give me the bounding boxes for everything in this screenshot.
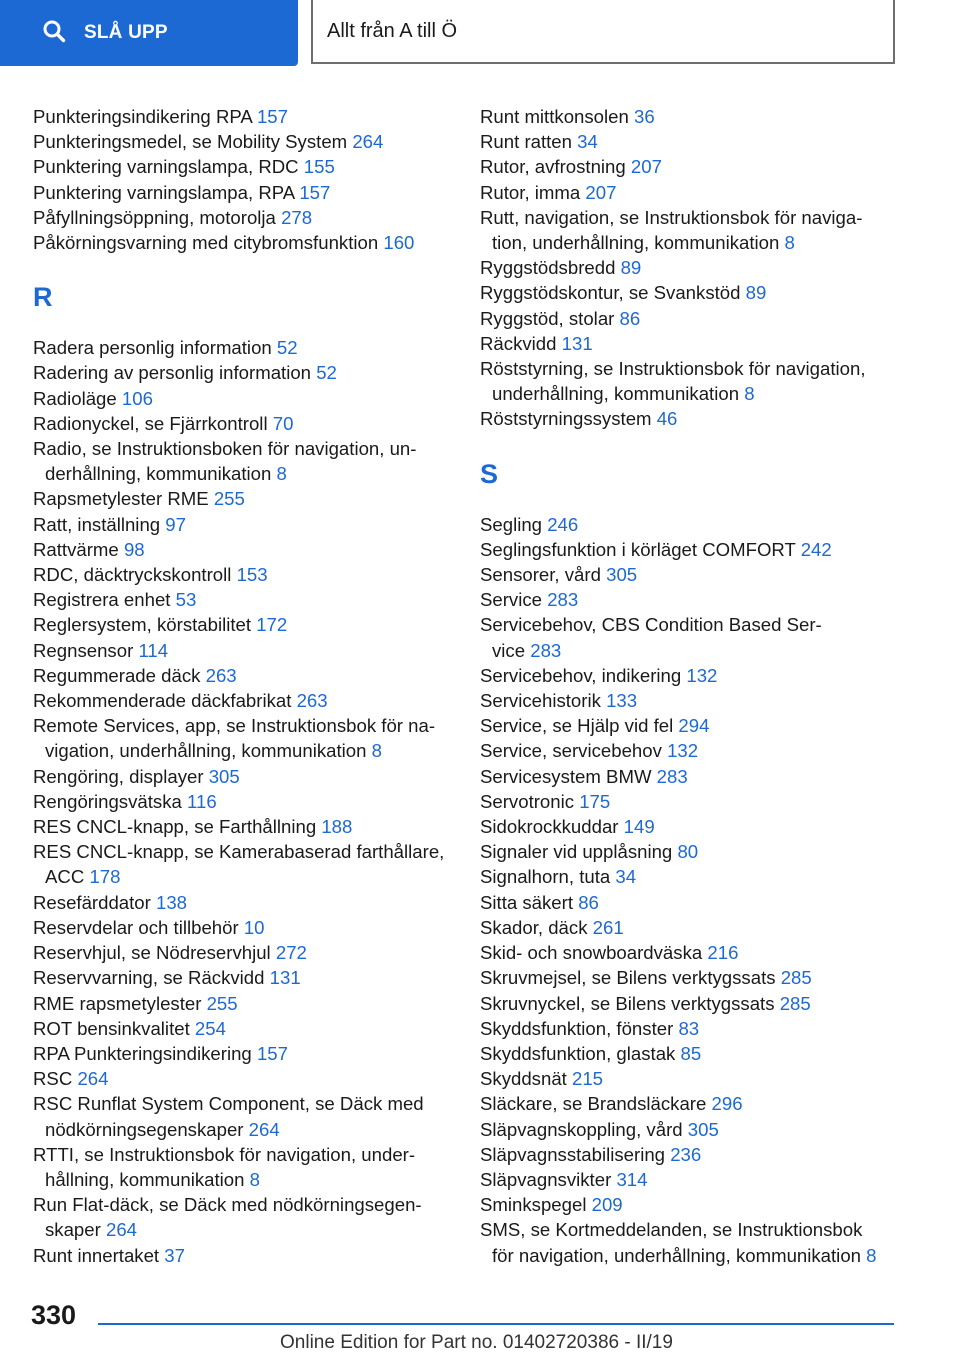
index-entry-text: RPA Punkteringsindikering: [33, 1042, 252, 1064]
page-link[interactable]: 255: [213, 488, 245, 510]
index-entry-text: Skruvmejsel, se Bilens verktygssats: [480, 967, 776, 989]
index-entry: [33, 386, 453, 411]
page-link[interactable]: 296: [711, 1093, 743, 1115]
index-entry-text: Skyddsnät: [480, 1068, 567, 1090]
page-link[interactable]: 132: [667, 740, 699, 762]
index-entry: [480, 306, 900, 331]
page-link[interactable]: 172: [256, 614, 288, 636]
page-link[interactable]: 86: [619, 307, 641, 329]
index-entry-text: Remote Services, app, se Instruktionsbok för na-: [33, 715, 436, 737]
index-entry-text: Påfyllningsöppning, motorolja: [33, 206, 276, 228]
index-entry-text: Räckvidd: [480, 332, 557, 354]
index-group-post-right: [480, 512, 900, 1268]
index-entry-text: Rengöringsvätska: [33, 790, 182, 812]
index-entry-text: Rengöring, displayer: [33, 765, 204, 787]
index-entry: [33, 205, 453, 230]
index-entry-text: Släckare, se Brandsläckare: [480, 1093, 707, 1115]
page-link[interactable]: 255: [206, 992, 238, 1014]
index-entry-text: Rutor, imma: [480, 181, 581, 203]
page-link[interactable]: 85: [680, 1042, 702, 1064]
page-link[interactable]: 8: [276, 463, 287, 485]
index-entry-text: Servicesystem BMW: [480, 765, 652, 787]
index-entry-text: Påkörningsvarning med citybromsfunktion: [33, 232, 379, 254]
page-link[interactable]: 236: [670, 1143, 702, 1165]
index-group-post-left: [33, 335, 453, 1268]
page-link[interactable]: 305: [606, 564, 638, 586]
index-entry: [480, 1217, 900, 1267]
index-entry-continuation: derhållning, kommunikation: [45, 463, 272, 485]
index-entry: [33, 104, 453, 129]
index-letter-heading: R: [33, 282, 53, 313]
page-link[interactable]: 254: [194, 1017, 226, 1039]
page-link[interactable]: 8: [866, 1244, 877, 1266]
index-entry: [33, 638, 453, 663]
page-link[interactable]: 305: [208, 765, 240, 787]
index-entry: [33, 360, 453, 385]
index-entry-continuation: underhållning, kommunikation: [492, 383, 740, 405]
index-entry: [480, 1167, 900, 1192]
page-link[interactable]: 263: [205, 664, 237, 686]
index-entry: [33, 940, 453, 965]
index-entry: [33, 154, 453, 179]
index-entry: [480, 915, 900, 940]
page-link[interactable]: 283: [547, 589, 579, 611]
index-entry-text: Reservvarning, se Räckvidd: [33, 967, 265, 989]
page-link[interactable]: 207: [585, 181, 617, 203]
page-link[interactable]: 97: [165, 513, 186, 535]
page-link[interactable]: 264: [248, 1118, 280, 1140]
index-entry: [480, 713, 900, 738]
page-link[interactable]: 209: [591, 1194, 623, 1216]
index-entry-text: Ryggstödsbredd: [480, 257, 616, 279]
index-entry: [33, 1192, 453, 1242]
page-link[interactable]: 34: [615, 866, 637, 888]
index-entry: [33, 1016, 453, 1041]
page-link[interactable]: 216: [707, 942, 739, 964]
page-link[interactable]: 157: [256, 1042, 288, 1064]
index-entry: [480, 512, 900, 537]
index-entry: [33, 713, 453, 763]
index-entry-text: Ryggstöd, stolar: [480, 307, 615, 329]
page-link[interactable]: 131: [561, 332, 593, 354]
index-entry-text: Radera personlig information: [33, 337, 272, 359]
index-entry-text: Registrera enhet: [33, 589, 171, 611]
page-link[interactable]: 283: [656, 765, 688, 787]
index-group-pre-left: [33, 104, 453, 255]
index-entry: [33, 915, 453, 940]
index-entry: [33, 789, 453, 814]
page-link[interactable]: 175: [579, 790, 611, 812]
index-entry: [480, 1192, 900, 1217]
page-link[interactable]: 8: [784, 232, 795, 254]
page-link[interactable]: 160: [383, 232, 415, 254]
index-entry: [480, 890, 900, 915]
page-link[interactable]: 305: [687, 1118, 719, 1140]
index-entry: [33, 587, 453, 612]
index-entry-text: Seglingsfunktion i körläget COMFORT: [480, 538, 796, 560]
index-entry-continuation: vice: [492, 639, 526, 661]
index-entry-text: RSC: [33, 1068, 73, 1090]
index-entry-continuation: för navigation, underhållning, kommunikation: [492, 1244, 861, 1266]
index-entry: [33, 230, 453, 255]
index-entry-text: RSC Runflat System Component, se Däck med: [33, 1093, 424, 1115]
index-entry: [480, 864, 900, 889]
page-link[interactable]: 263: [296, 690, 328, 712]
index-entry: [480, 180, 900, 205]
index-entry-text: Servicehistorik: [480, 690, 601, 712]
index-entry-text: Regummerade däck: [33, 664, 201, 686]
index-entry-text: Resefärddator: [33, 891, 151, 913]
page-link[interactable]: 98: [123, 538, 145, 560]
index-entry: [480, 154, 900, 179]
page-link[interactable]: 106: [121, 387, 153, 409]
index-entry: [480, 764, 900, 789]
index-entry-text: Reglersystem, körstabilitet: [33, 614, 252, 636]
index-entry: [33, 1041, 453, 1066]
index-entry: [480, 587, 900, 612]
index-entry: [480, 663, 900, 688]
index-entry: [33, 335, 453, 360]
index-entry-text: SMS, se Kortmeddelanden, se Instruktionsbok: [480, 1219, 863, 1241]
index-entry: [480, 331, 900, 356]
index-entry-text: Släpvagnskoppling, vård: [480, 1118, 683, 1140]
page-link[interactable]: 261: [592, 916, 624, 938]
index-entry-text: Skid- och snowboardväska: [480, 942, 703, 964]
index-entry: [33, 1091, 453, 1141]
page-link[interactable]: 207: [630, 156, 662, 178]
page-link[interactable]: 34: [577, 131, 598, 153]
page-link[interactable]: 10: [243, 916, 265, 938]
index-entry-text: RME rapsmetylester: [33, 992, 202, 1014]
page-link[interactable]: 285: [780, 967, 812, 989]
index-entry-text: Signalhorn, tuta: [480, 866, 611, 888]
index-entry-text: Rattvärme: [33, 538, 119, 560]
index-entry: [480, 104, 900, 129]
index-entry: [480, 1016, 900, 1041]
page-link[interactable]: 132: [686, 664, 718, 686]
index-entry-text: Radering av personlig information: [33, 362, 312, 384]
page-link[interactable]: 86: [578, 891, 599, 913]
page-link[interactable]: 133: [606, 690, 638, 712]
index-entry: [480, 789, 900, 814]
index-entry: [480, 537, 900, 562]
index-entry-text: RES CNCL-knapp, se Farthållning: [33, 816, 317, 838]
index-entry-text: Regnsensor: [33, 639, 134, 661]
index-entry-text: Punktering varningslampa, RPA: [33, 181, 295, 203]
index-entry-text: Skyddsfunktion, glastak: [480, 1042, 676, 1064]
page-link[interactable]: 153: [236, 564, 268, 586]
index-entry: [33, 436, 453, 486]
index-entry-text: Ryggstödskontur, se Svankstöd: [480, 282, 741, 304]
page-link[interactable]: 131: [269, 967, 301, 989]
page-link[interactable]: 215: [572, 1068, 604, 1090]
page-link[interactable]: 46: [656, 408, 678, 430]
index-entry: [33, 890, 453, 915]
index-entry-text: Run Flat-däck, se Däck med nödkörningsegen-: [33, 1194, 422, 1216]
page-link[interactable]: 8: [744, 383, 755, 405]
index-entry-text: Service, se Hjälp vid fel: [480, 715, 674, 737]
page-number: 330: [31, 1300, 77, 1330]
index-entry-text: Punktering varningslampa, RDC: [33, 156, 299, 178]
index-entry-text: Service: [480, 589, 543, 611]
page-link[interactable]: 8: [371, 740, 382, 762]
index-entry-text: Runt ratten: [480, 131, 572, 153]
index-entry: [33, 180, 453, 205]
index-entry-text: Runt innertaket: [33, 1244, 160, 1266]
index-entry-text: Radio, se Instruktionsboken för navigation, un-: [33, 438, 417, 460]
index-entry-text: Skyddsfunktion, fönster: [480, 1017, 674, 1039]
index-entry-text: Servicebehov, indikering: [480, 664, 682, 686]
index-entry-text: Sidokrockkuddar: [480, 816, 619, 838]
page-link[interactable]: 8: [249, 1168, 260, 1190]
index-entry: [33, 663, 453, 688]
index-entry: [480, 255, 900, 280]
index-entry: [33, 764, 453, 789]
page-link[interactable]: 178: [89, 866, 121, 888]
index-entry: [480, 991, 900, 1016]
index-column-left: [33, 104, 453, 1268]
page-link[interactable]: 53: [175, 589, 197, 611]
index-group-pre-right: [480, 104, 900, 432]
index-entry-text: Service, servicebehov: [480, 740, 662, 762]
index-entry-continuation: tion, underhållning, kommunikation: [492, 232, 780, 254]
index-entry: [480, 129, 900, 154]
index-entry-text: Radioläge: [33, 387, 117, 409]
page-link[interactable]: 89: [745, 282, 767, 304]
index-entry: [33, 1066, 453, 1091]
index-entry: [480, 1142, 900, 1167]
index-entry-text: Segling: [480, 513, 543, 535]
index-entry-text: Rapsmetylester RME: [33, 488, 209, 510]
index-entry: [480, 965, 900, 990]
index-entry: [480, 1066, 900, 1091]
index-column-right: [480, 104, 900, 1268]
page-link[interactable]: 80: [677, 841, 699, 863]
page-link[interactable]: 114: [138, 639, 169, 661]
index-entry: [33, 562, 453, 587]
index-entry: [33, 814, 453, 839]
index-entry: [33, 839, 453, 889]
index-entry-continuation: vigation, underhållning, kommunikation: [45, 740, 367, 762]
page-link[interactable]: 283: [530, 639, 562, 661]
index-entry: [480, 738, 900, 763]
index-entry-text: Sminkspegel: [480, 1194, 587, 1216]
index-entry: [33, 486, 453, 511]
index-entry-text: ROT bensinkvalitet: [33, 1017, 190, 1039]
index-entry: [33, 537, 453, 562]
index-entry-continuation: hållning, kommunikation: [45, 1168, 245, 1190]
page-link[interactable]: 278: [281, 206, 313, 228]
search-button[interactable]: [0, 0, 298, 66]
index-entry: [480, 1041, 900, 1066]
index-entry-text: Servotronic: [480, 790, 575, 812]
index-entry: [480, 1117, 900, 1142]
index-entry-text: Rutor, avfrostning: [480, 156, 626, 178]
index-entry-text: Skador, däck: [480, 916, 588, 938]
index-entry-text: Punkteringsindikering RPA: [33, 106, 252, 127]
page-link[interactable]: 70: [272, 412, 294, 434]
page-link[interactable]: 264: [77, 1068, 109, 1090]
index-entry-text: RDC, däcktryckskontroll: [33, 564, 232, 586]
index-entry-text: Röststyrningssystem: [480, 408, 652, 430]
index-entry: [33, 991, 453, 1016]
page-link[interactable]: 138: [156, 891, 188, 913]
index-entry: [33, 612, 453, 637]
page-link[interactable]: 83: [678, 1017, 700, 1039]
index-entry: [480, 205, 900, 255]
index-entry: [480, 406, 900, 431]
top-bar: [0, 0, 960, 66]
index-entry-text: Ratt, inställning: [33, 513, 161, 535]
index-entry-text: Signaler vid upplåsning: [480, 841, 673, 863]
page-link[interactable]: 242: [800, 538, 832, 560]
index-entry-text: Skruvnyckel, se Bilens verktygssats: [480, 992, 775, 1014]
index-entry: [33, 1142, 453, 1192]
page-link[interactable]: 52: [276, 337, 298, 359]
index-entry-text: Rekommenderade däckfabrikat: [33, 690, 292, 712]
index-entry-text: Rutt, navigation, se Instruktionsbok för naviga-: [480, 206, 863, 228]
edition-note: Online Edition for Part no. 01402720386 - II/19: [280, 1332, 673, 1353]
index-entry-text: RES CNCL-knapp, se Kamerabaserad farthållare,: [33, 841, 445, 863]
index-entry-text: Släpvagnsvikter: [480, 1168, 612, 1190]
search-icon: [42, 19, 84, 48]
index-entry-continuation: nödkörningsegenskaper: [45, 1118, 244, 1140]
search-label: SLÅ UPP: [84, 22, 168, 43]
index-entry-text: Servicebehov, CBS Condition Based Ser-: [480, 614, 822, 636]
page-link[interactable]: 149: [623, 816, 655, 838]
index-entry: [33, 411, 453, 436]
index-entry: [33, 129, 453, 154]
page-link[interactable]: 188: [321, 816, 353, 838]
index-letter-heading: S: [480, 458, 499, 489]
index-entry-text: Röststyrning, se Instruktionsbok för navigation,: [480, 358, 866, 380]
page-link[interactable]: 246: [547, 513, 579, 535]
index-entry-text: Sitta säkert: [480, 891, 574, 913]
page-link[interactable]: 264: [105, 1219, 138, 1241]
page-link[interactable]: 264: [352, 131, 384, 153]
index-entry: [480, 612, 900, 662]
index-entry: [480, 356, 900, 406]
index-entry: [33, 512, 453, 537]
index-entry-text: Släpvagnsstabilisering: [480, 1143, 666, 1165]
index-entry-text: Reservhjul, se Nödreservhjul: [33, 942, 271, 964]
index-entry: [480, 940, 900, 965]
page-link[interactable]: 272: [275, 942, 307, 964]
page-link[interactable]: 89: [620, 257, 642, 279]
index-entry-text: RTTI, se Instruktionsbok för navigation, under-: [33, 1143, 416, 1165]
page-link[interactable]: 37: [164, 1244, 185, 1266]
index-entry-text: Reservdelar och tillbehör: [33, 916, 239, 938]
footer-divider: [98, 1323, 894, 1325]
index-entry-text: Punkteringsmedel, se Mobility System: [33, 131, 348, 153]
index-entry-text: Radionyckel, se Fjärrkontroll: [33, 412, 268, 434]
index-entry: [33, 688, 453, 713]
index-entry-continuation: ACC: [45, 866, 85, 888]
index-entry: [33, 965, 453, 990]
index-entry-continuation: skaper: [45, 1219, 101, 1241]
index-entry-text: Sensorer, vård: [480, 564, 601, 586]
index-entry: [480, 1091, 900, 1116]
index-entry: [480, 562, 900, 587]
page-link[interactable]: 155: [303, 156, 335, 178]
page-link[interactable]: 157: [256, 106, 288, 127]
page-link[interactable]: 294: [678, 715, 710, 737]
index-entry: [33, 1243, 453, 1268]
page-link[interactable]: 314: [616, 1168, 648, 1190]
index-entry: [480, 688, 900, 713]
index-entry-text: Runt mittkonsolen: [480, 106, 629, 127]
page-link[interactable]: 157: [299, 181, 331, 203]
page-link[interactable]: 285: [779, 992, 811, 1014]
chapter-title[interactable]: Allt från A till Ö: [311, 0, 895, 64]
index-entry: [480, 839, 900, 864]
page-link[interactable]: 52: [316, 362, 337, 384]
index-entry: [480, 814, 900, 839]
index-entry: [480, 280, 900, 305]
page-link[interactable]: 36: [634, 106, 655, 127]
page-link[interactable]: 116: [187, 790, 217, 812]
